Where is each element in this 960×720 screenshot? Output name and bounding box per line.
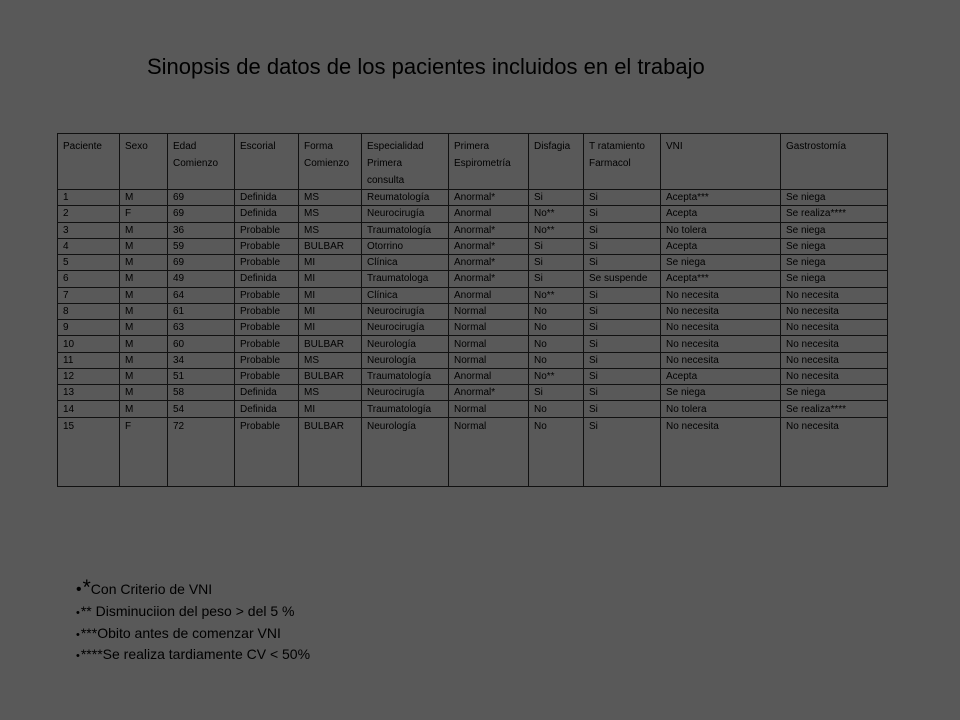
table-cell: Anormal* bbox=[449, 222, 529, 238]
table-cell: No** bbox=[529, 368, 584, 384]
table-cell: Si bbox=[529, 190, 584, 206]
table-cell: Anormal* bbox=[449, 238, 529, 254]
bullet-icon: • bbox=[76, 581, 82, 598]
table-cell: Probable bbox=[235, 320, 299, 336]
table-cell: Si bbox=[584, 336, 661, 352]
table-cell: Traumatología bbox=[362, 368, 449, 384]
table-cell: No bbox=[529, 320, 584, 336]
column-header: Especialidad Primera consulta bbox=[362, 134, 449, 190]
table-body bbox=[58, 190, 888, 487]
table-cell: Si bbox=[529, 385, 584, 401]
table-cell: 11 bbox=[58, 352, 120, 368]
table-cell: BULBAR bbox=[299, 238, 362, 254]
table-cell: M bbox=[120, 352, 168, 368]
footnote-item bbox=[76, 602, 310, 624]
table-cell: Se niega bbox=[781, 222, 888, 238]
table-cell: 59 bbox=[168, 238, 235, 254]
table-cell: 9 bbox=[58, 320, 120, 336]
table-cell: Anormal* bbox=[449, 255, 529, 271]
table-row bbox=[58, 401, 888, 417]
table-cell: M bbox=[120, 303, 168, 319]
table-cell: M bbox=[120, 190, 168, 206]
table-cell: 6 bbox=[58, 271, 120, 287]
table-cell: No necesita bbox=[661, 303, 781, 319]
table-cell: Anormal* bbox=[449, 385, 529, 401]
table-cell: Si bbox=[584, 255, 661, 271]
table-cell: 34 bbox=[168, 352, 235, 368]
table-cell: Neurocirugía bbox=[362, 206, 449, 222]
table-cell: Probable bbox=[235, 238, 299, 254]
table-cell: MI bbox=[299, 255, 362, 271]
table-cell: M bbox=[120, 255, 168, 271]
table-row bbox=[58, 206, 888, 222]
table-cell: No tolera bbox=[661, 401, 781, 417]
table-row bbox=[58, 368, 888, 384]
footnote-text: Con Criterio de VNI bbox=[90, 581, 213, 597]
table-cell: M bbox=[120, 401, 168, 417]
column-header: Forma Comienzo bbox=[299, 134, 362, 190]
table-cell: M bbox=[120, 385, 168, 401]
table-cell: Se suspende bbox=[584, 271, 661, 287]
table-cell: Definida bbox=[235, 271, 299, 287]
table-cell: 51 bbox=[168, 368, 235, 384]
column-header: Gastrostomía bbox=[781, 134, 888, 190]
table-cell: Neurología bbox=[362, 336, 449, 352]
table-cell: Probable bbox=[235, 222, 299, 238]
table-cell: MI bbox=[299, 303, 362, 319]
footnote-text: ****Se realiza tardiamente CV < 50% bbox=[80, 646, 311, 662]
table-cell: Traumatología bbox=[362, 401, 449, 417]
table-cell: Definida bbox=[235, 401, 299, 417]
table-cell: 36 bbox=[168, 222, 235, 238]
table-cell: 7 bbox=[58, 287, 120, 303]
table-cell: Si bbox=[584, 417, 661, 486]
table-cell: MS bbox=[299, 206, 362, 222]
table-cell: Si bbox=[529, 271, 584, 287]
table-cell: Si bbox=[584, 401, 661, 417]
table-cell: No necesita bbox=[781, 417, 888, 486]
table-cell: M bbox=[120, 336, 168, 352]
table-row bbox=[58, 320, 888, 336]
table-cell: Anormal bbox=[449, 206, 529, 222]
table-cell: No necesita bbox=[781, 352, 888, 368]
table-cell: M bbox=[120, 368, 168, 384]
table-cell: 14 bbox=[58, 401, 120, 417]
bullet-icon: • bbox=[76, 628, 80, 641]
table-cell: M bbox=[120, 287, 168, 303]
table-cell: No necesita bbox=[661, 287, 781, 303]
table-cell: 72 bbox=[168, 417, 235, 486]
table-cell: Se realiza**** bbox=[781, 401, 888, 417]
column-header: Escorial bbox=[235, 134, 299, 190]
table-cell: Neurología bbox=[362, 417, 449, 486]
column-header: Disfagia bbox=[529, 134, 584, 190]
table-cell: MI bbox=[299, 287, 362, 303]
table-cell: Si bbox=[584, 368, 661, 384]
table-cell: Probable bbox=[235, 417, 299, 486]
table-cell: Se niega bbox=[661, 385, 781, 401]
table-cell: 10 bbox=[58, 336, 120, 352]
table-cell: Si bbox=[584, 206, 661, 222]
table-cell: MS bbox=[299, 385, 362, 401]
table-row bbox=[58, 255, 888, 271]
table-cell: Si bbox=[584, 352, 661, 368]
table-cell: Se niega bbox=[781, 271, 888, 287]
table-row bbox=[58, 238, 888, 254]
table-cell: Definida bbox=[235, 190, 299, 206]
table-cell: 61 bbox=[168, 303, 235, 319]
footnote-item bbox=[76, 645, 310, 667]
table-cell: 13 bbox=[58, 385, 120, 401]
table-cell: Clínica bbox=[362, 255, 449, 271]
table-cell: MI bbox=[299, 401, 362, 417]
table-cell: M bbox=[120, 222, 168, 238]
table-cell: BULBAR bbox=[299, 368, 362, 384]
table-cell: 69 bbox=[168, 206, 235, 222]
footnote-text: ** Disminuciion del peso > del 5 % bbox=[80, 603, 295, 619]
table-cell: Probable bbox=[235, 368, 299, 384]
bullet-icon: • bbox=[76, 650, 80, 662]
table-cell: Acepta bbox=[661, 238, 781, 254]
table-cell: Reumatología bbox=[362, 190, 449, 206]
table-cell: Se niega bbox=[781, 190, 888, 206]
table-cell: Normal bbox=[449, 401, 529, 417]
table-cell: 69 bbox=[168, 190, 235, 206]
table-cell: Acepta*** bbox=[661, 190, 781, 206]
table-cell: M bbox=[120, 320, 168, 336]
table-cell: M bbox=[120, 238, 168, 254]
table-row bbox=[58, 222, 888, 238]
table-cell: Normal bbox=[449, 417, 529, 486]
table-cell: Se niega bbox=[661, 255, 781, 271]
table-cell: No necesita bbox=[781, 303, 888, 319]
table-cell: No necesita bbox=[781, 368, 888, 384]
table-cell: Otorrino bbox=[362, 238, 449, 254]
table-cell: Normal bbox=[449, 320, 529, 336]
table-cell: No necesita bbox=[781, 320, 888, 336]
table-cell: Traumatología bbox=[362, 222, 449, 238]
table-cell: Neurología bbox=[362, 352, 449, 368]
table-cell: 49 bbox=[168, 271, 235, 287]
table-cell: Si bbox=[584, 222, 661, 238]
table-cell: No bbox=[529, 401, 584, 417]
table-cell: Probable bbox=[235, 255, 299, 271]
table-cell: Probable bbox=[235, 336, 299, 352]
table-row bbox=[58, 385, 888, 401]
table-cell: Neurocirugía bbox=[362, 303, 449, 319]
table-cell: 1 bbox=[58, 190, 120, 206]
table-row bbox=[58, 271, 888, 287]
table-cell: Si bbox=[584, 303, 661, 319]
table-cell: Acepta*** bbox=[661, 271, 781, 287]
table-cell: Se niega bbox=[781, 255, 888, 271]
table-cell: Si bbox=[584, 287, 661, 303]
table-cell: 3 bbox=[58, 222, 120, 238]
table-cell: No necesita bbox=[781, 287, 888, 303]
table-cell: Si bbox=[584, 320, 661, 336]
table-cell: 2 bbox=[58, 206, 120, 222]
table-cell: Si bbox=[584, 385, 661, 401]
table-cell: Anormal bbox=[449, 368, 529, 384]
table-row bbox=[58, 417, 888, 486]
table-cell: No necesita bbox=[781, 336, 888, 352]
column-header: Primera Espirometría bbox=[449, 134, 529, 190]
table-cell: Se niega bbox=[781, 238, 888, 254]
table-cell: 4 bbox=[58, 238, 120, 254]
table-cell: 5 bbox=[58, 255, 120, 271]
table-cell: Acepta bbox=[661, 368, 781, 384]
table-row bbox=[58, 336, 888, 352]
table-cell: 69 bbox=[168, 255, 235, 271]
slide-title: Sinopsis de datos de los pacientes incluidos en el trabajo bbox=[147, 54, 705, 79]
table-cell: No necesita bbox=[661, 417, 781, 486]
table-cell: Si bbox=[584, 190, 661, 206]
table-cell: No necesita bbox=[661, 336, 781, 352]
table-cell: 64 bbox=[168, 287, 235, 303]
table-cell: MS bbox=[299, 190, 362, 206]
table-cell: No** bbox=[529, 222, 584, 238]
table-cell: 54 bbox=[168, 401, 235, 417]
table-cell: BULBAR bbox=[299, 336, 362, 352]
table-cell: Normal bbox=[449, 336, 529, 352]
column-header: VNI bbox=[661, 134, 781, 190]
table-cell: Probable bbox=[235, 352, 299, 368]
table-cell: MS bbox=[299, 222, 362, 238]
footnote-marker: * bbox=[82, 576, 91, 599]
table-cell: Definida bbox=[235, 385, 299, 401]
table-cell: Si bbox=[584, 238, 661, 254]
table-cell: No necesita bbox=[661, 352, 781, 368]
table-cell: No bbox=[529, 352, 584, 368]
table-cell: M bbox=[120, 271, 168, 287]
table-cell: Normal bbox=[449, 352, 529, 368]
footnotes-list bbox=[76, 576, 310, 667]
table-cell: Clínica bbox=[362, 287, 449, 303]
table-cell: MI bbox=[299, 271, 362, 287]
table-cell: MI bbox=[299, 320, 362, 336]
table-cell: 58 bbox=[168, 385, 235, 401]
table-cell: No** bbox=[529, 206, 584, 222]
table-cell: Normal bbox=[449, 303, 529, 319]
table-cell: Se realiza**** bbox=[781, 206, 888, 222]
patients-table bbox=[57, 133, 888, 487]
table-cell: BULBAR bbox=[299, 417, 362, 486]
table-row bbox=[58, 287, 888, 303]
column-header: Paciente bbox=[58, 134, 120, 190]
footnote-item bbox=[76, 576, 310, 602]
column-header: T ratamiento Farmacol bbox=[584, 134, 661, 190]
table-cell: Si bbox=[529, 238, 584, 254]
table-cell: Anormal* bbox=[449, 271, 529, 287]
table-cell: MS bbox=[299, 352, 362, 368]
table-cell: Neurocirugía bbox=[362, 385, 449, 401]
table-cell: Probable bbox=[235, 303, 299, 319]
table-cell: Traumatologa bbox=[362, 271, 449, 287]
table-cell: No bbox=[529, 417, 584, 486]
table-cell: Anormal bbox=[449, 287, 529, 303]
table-cell: Definida bbox=[235, 206, 299, 222]
table-header-row bbox=[58, 134, 888, 190]
bullet-icon: • bbox=[76, 607, 80, 619]
table-cell: No** bbox=[529, 287, 584, 303]
column-header: Sexo bbox=[120, 134, 168, 190]
table-cell: Anormal* bbox=[449, 190, 529, 206]
table-cell: 60 bbox=[168, 336, 235, 352]
table-cell: No bbox=[529, 336, 584, 352]
table-cell: Se niega bbox=[781, 385, 888, 401]
table-cell: Probable bbox=[235, 287, 299, 303]
table-cell: Neurocirugía bbox=[362, 320, 449, 336]
footnote-text: ***Obito antes de comenzar VNI bbox=[80, 624, 281, 641]
table-cell: No bbox=[529, 303, 584, 319]
table-cell: 12 bbox=[58, 368, 120, 384]
table-row bbox=[58, 303, 888, 319]
table-cell: 8 bbox=[58, 303, 120, 319]
table-row bbox=[58, 190, 888, 206]
footnote-item bbox=[76, 624, 310, 646]
table-cell: Si bbox=[529, 255, 584, 271]
table-cell: Acepta bbox=[661, 206, 781, 222]
column-header: Edad Comienzo bbox=[168, 134, 235, 190]
table-cell: F bbox=[120, 206, 168, 222]
table-cell: No necesita bbox=[661, 320, 781, 336]
table-cell: 15 bbox=[58, 417, 120, 486]
table-cell: 63 bbox=[168, 320, 235, 336]
table-cell: No tolera bbox=[661, 222, 781, 238]
table-cell: F bbox=[120, 417, 168, 486]
table-row bbox=[58, 352, 888, 368]
